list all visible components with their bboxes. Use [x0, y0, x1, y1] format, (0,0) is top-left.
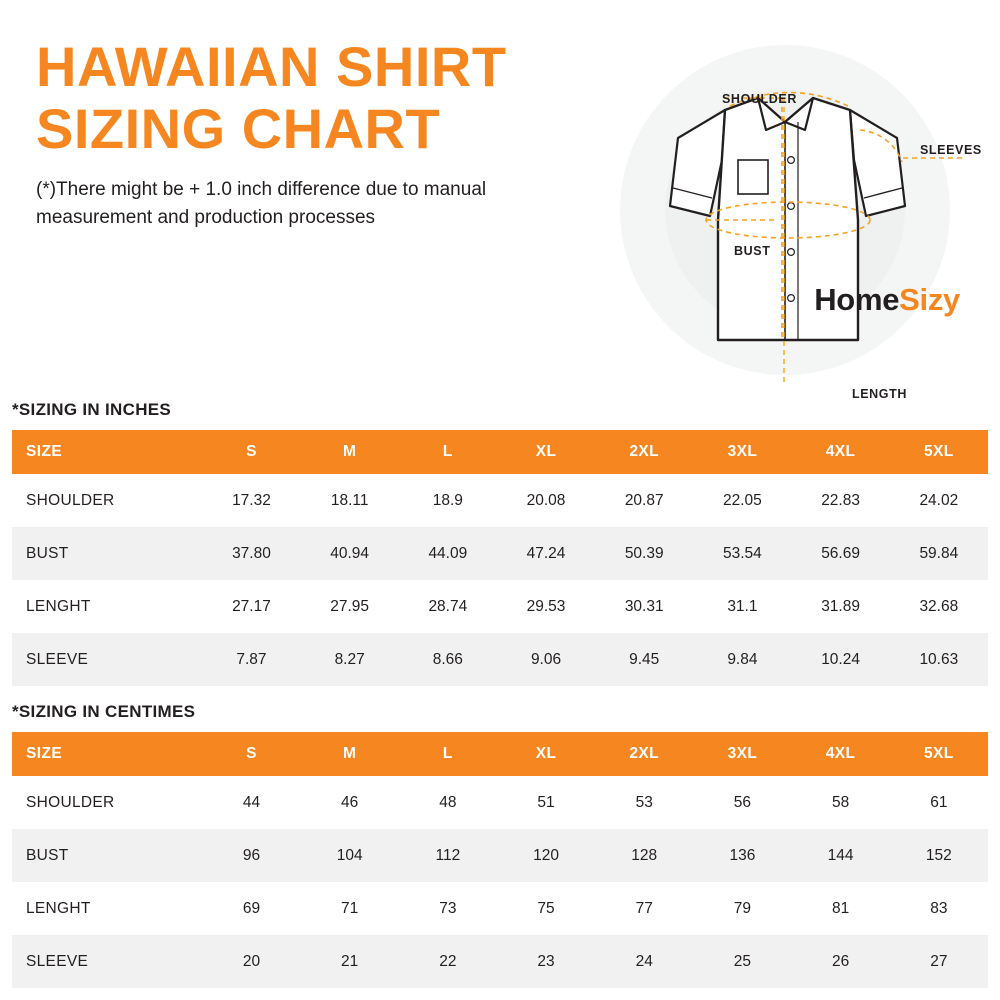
table-header-row: [12, 430, 988, 474]
cell: 56.69: [792, 527, 890, 580]
cell: 37.80: [202, 527, 300, 580]
cell: 20.87: [595, 474, 693, 527]
cell: 83: [890, 882, 988, 935]
table-row: [12, 829, 988, 882]
cell: 21: [301, 935, 399, 988]
cell: 8.27: [301, 633, 399, 686]
header-cell-xl: XL: [497, 732, 595, 776]
row-label-lenght: LENGHT: [12, 882, 202, 935]
cell: 24: [595, 935, 693, 988]
row-label-sleeve: SLEEVE: [12, 935, 202, 988]
row-label-bust: BUST: [12, 829, 202, 882]
table-row: [12, 882, 988, 935]
cell: 44: [202, 776, 300, 829]
row-label-shoulder: SHOULDER: [12, 474, 202, 527]
row-label-lenght: LENGHT: [12, 580, 202, 633]
cell: 58: [792, 776, 890, 829]
cell: 32.68: [890, 580, 988, 633]
sizing-table-inches: [12, 430, 988, 686]
cell: 50.39: [595, 527, 693, 580]
cell: 22.05: [693, 474, 791, 527]
cell: 51: [497, 776, 595, 829]
section-caption-centimetres: *SIZING IN CENTIMES: [12, 702, 196, 721]
brand-logo: [814, 282, 960, 318]
title-line-2: SIZING CHART: [36, 97, 441, 160]
section-caption-inches: *SIZING IN INCHES: [12, 400, 172, 419]
table-row: [12, 580, 988, 633]
cell: 59.84: [890, 527, 988, 580]
cell: 22: [399, 935, 497, 988]
cell: 22.83: [792, 474, 890, 527]
cell: 10.24: [792, 633, 890, 686]
cell: 75: [497, 882, 595, 935]
cell: 20: [202, 935, 300, 988]
shirt-diagram-icon: [570, 10, 1000, 410]
header-cell-s: S: [202, 732, 300, 776]
cell: 17.32: [202, 474, 300, 527]
cell: 8.66: [399, 633, 497, 686]
header-cell-2xl: 2XL: [595, 430, 693, 474]
cell: 96: [202, 829, 300, 882]
cell: 71: [301, 882, 399, 935]
row-label-shoulder: SHOULDER: [12, 776, 202, 829]
cell: 29.53: [497, 580, 595, 633]
table-header-row: [12, 732, 988, 776]
cell: 56: [693, 776, 791, 829]
cell: 9.45: [595, 633, 693, 686]
table-row: [12, 474, 988, 527]
cell: 27.17: [202, 580, 300, 633]
cell: 152: [890, 829, 988, 882]
cell: 61: [890, 776, 988, 829]
cell: 144: [792, 829, 890, 882]
annotation-length: LENGTH: [852, 387, 907, 401]
cell: 128: [595, 829, 693, 882]
annotation-sleeves: SLEEVES: [920, 143, 982, 157]
cell: 46: [301, 776, 399, 829]
brand-name-second: Sizy: [899, 282, 960, 317]
header-cell-m: M: [301, 732, 399, 776]
table-row: [12, 776, 988, 829]
cell: 53.54: [693, 527, 791, 580]
cell: 136: [693, 829, 791, 882]
header-cell-size: SIZE: [12, 732, 202, 776]
cell: 48: [399, 776, 497, 829]
sizing-table-centimetres: [12, 732, 988, 988]
cell: 18.11: [301, 474, 399, 527]
cell: 81: [792, 882, 890, 935]
header-cell-5xl: 5XL: [890, 430, 988, 474]
header-cell-l: L: [399, 732, 497, 776]
table-row: [12, 527, 988, 580]
cell: 28.74: [399, 580, 497, 633]
header-cell-4xl: 4XL: [792, 732, 890, 776]
row-label-sleeve: SLEEVE: [12, 633, 202, 686]
cell: 31.1: [693, 580, 791, 633]
cell: 27.95: [301, 580, 399, 633]
header-cell-5xl: 5XL: [890, 732, 988, 776]
cell: 31.89: [792, 580, 890, 633]
header-cell-4xl: 4XL: [792, 430, 890, 474]
annotation-bust: BUST: [734, 244, 771, 258]
cell: 30.31: [595, 580, 693, 633]
cell: 27: [890, 935, 988, 988]
header-cell-s: S: [202, 430, 300, 474]
cell: 26: [792, 935, 890, 988]
cell: 79: [693, 882, 791, 935]
header-cell-xl: XL: [497, 430, 595, 474]
title-line-1: HAWAIIAN SHIRT: [36, 35, 507, 98]
header: [0, 0, 1000, 400]
table-row: [12, 633, 988, 686]
header-cell-3xl: 3XL: [693, 430, 791, 474]
cell: 40.94: [301, 527, 399, 580]
cell: 24.02: [890, 474, 988, 527]
cell: 53: [595, 776, 693, 829]
cell: 9.06: [497, 633, 595, 686]
cell: 77: [595, 882, 693, 935]
cell: 112: [399, 829, 497, 882]
row-label-bust: BUST: [12, 527, 202, 580]
shirt-illustration: [570, 10, 1000, 410]
cell: 9.84: [693, 633, 791, 686]
header-cell-m: M: [301, 430, 399, 474]
cell: 69: [202, 882, 300, 935]
header-cell-2xl: 2XL: [595, 732, 693, 776]
cell: 10.63: [890, 633, 988, 686]
header-cell-l: L: [399, 430, 497, 474]
brand-name-first: Home: [814, 282, 900, 317]
cell: 120: [497, 829, 595, 882]
cell: 47.24: [497, 527, 595, 580]
annotation-shoulder: SHOULDER: [722, 92, 797, 106]
cell: 104: [301, 829, 399, 882]
measurement-note: (*)There might be + 1.0 inch difference due to manual measurement and production processes: [36, 179, 487, 228]
header-cell-3xl: 3XL: [693, 732, 791, 776]
cell: 44.09: [399, 527, 497, 580]
header-cell-size: SIZE: [12, 430, 202, 474]
cell: 18.9: [399, 474, 497, 527]
cell: 20.08: [497, 474, 595, 527]
cell: 23: [497, 935, 595, 988]
cell: 25: [693, 935, 791, 988]
table-row: [12, 935, 988, 988]
cell: 73: [399, 882, 497, 935]
cell: 7.87: [202, 633, 300, 686]
